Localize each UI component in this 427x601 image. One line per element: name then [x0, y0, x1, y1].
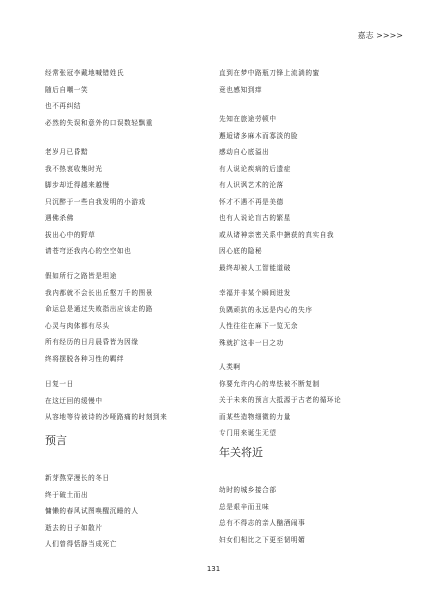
poem-line: 遇佛杀佛	[45, 214, 74, 222]
poem-line: 负隅顽抗的永远是内心的失序	[219, 305, 313, 314]
running-header: 嘉志 >>>>	[357, 31, 403, 40]
poem-line: 随后自嘲一笑	[45, 85, 89, 94]
poem-line: 新芽熬穿漫长的冬日	[45, 474, 110, 482]
poem-title: 预言	[45, 434, 67, 447]
poem-line: 慵懒的春风试图唤醒沉睡的人	[45, 507, 139, 515]
poem-line: 妇女们相比之下更至韧明媚	[219, 535, 306, 544]
poem-line: 有人说论疾病的后遗症	[219, 164, 291, 173]
poem-line: 直到在梦中路瓶刀锋上流淌的蜜	[219, 69, 320, 77]
poem-line: 也不再纠结	[45, 102, 81, 110]
poem-line: 命运总是通过失败指出应该走的路	[45, 305, 153, 313]
poem-line: 人们曾得恬静当成死亡	[45, 540, 117, 548]
poem-line: 而某些造物细微的力量	[219, 412, 291, 421]
page-number: 131	[206, 565, 221, 573]
poem-line: 终将摆脱各种习性的羁绊	[45, 354, 125, 363]
poem-line: 经常张冠李戴地喊错姓氏	[45, 69, 125, 77]
poem-line: 殊就扩这非一日之功	[219, 338, 284, 347]
poem-line: 或从诸神亲密关系中搪获的真实自我	[219, 230, 335, 239]
poem-line: 怀才不遇不再是美德	[219, 197, 284, 206]
poem-line: 逝去的日子如散片	[45, 523, 103, 532]
poem-line: 总是艰辛而丑味	[219, 502, 270, 511]
poem-line: 我不热衷收集时光	[45, 164, 103, 173]
poem-line: 人类啊	[219, 363, 241, 371]
poem-line: 感动自心底溢出	[219, 148, 270, 156]
poem-line: 请苍穹还我内心的空空如也	[45, 247, 132, 255]
poem-line: 必然的失误和意外的口误数轻飘重	[45, 118, 153, 127]
poem-title: 年关将近	[219, 446, 263, 459]
poem-line: 先知在旅途劳顿中	[219, 115, 277, 123]
poem-line: 人性往往在麻下一览无余	[219, 322, 299, 330]
poem-line: 因心底的隐秘	[219, 247, 263, 255]
poem-line: 所有经历的日月晨昏皆为因缘	[45, 338, 139, 346]
poem-line: 日复一日	[45, 380, 74, 388]
poem-line: 脚步却迁得越来越慢	[45, 181, 110, 189]
poem-line: 最终却被人工智能道破	[219, 263, 291, 272]
poem-line: 拔出心中的野草	[45, 230, 96, 239]
poem-line: 幸福并非某个瞬间迸发	[219, 289, 291, 297]
poem-line: 在这迂回的缓慢中	[45, 396, 103, 405]
poem-line: 总有不得志的亲人酗酒闹事	[219, 519, 306, 527]
poem-line: 我内都就不会长出丘壑万千的图景	[45, 288, 153, 297]
poem-line: 只沉醉于一些自我发明的小游戏	[45, 197, 146, 206]
poem-line: 竟也感知到痒	[219, 85, 263, 94]
poem-line: 假如所行之路皆是坦途	[45, 272, 117, 280]
poem-line: 有人识讽艺术的沦落	[219, 181, 284, 189]
poem-line: 心灵与肉体都有尽头	[45, 321, 110, 330]
poem-line: 幼时的城乡接合部	[219, 486, 277, 494]
poem-line: 终于破土而出	[45, 490, 89, 499]
poem-line: 也有人说论盲古的繁星	[219, 214, 291, 222]
poem-line: 你要允许内心的卑怯被不断复制	[219, 379, 320, 388]
poem-line: 老岁月已昏黯	[45, 148, 89, 156]
poem-line: 从容地等待被诗的沙哑路痛的时刻到来	[45, 413, 168, 421]
poem-line: 专门用来诞生无望	[219, 429, 277, 437]
poem-line: 关于未来的预言大抵源于古老的循环论	[219, 396, 342, 404]
poem-line: 邂逅诸多麻木而寡淡的脸	[219, 131, 299, 140]
